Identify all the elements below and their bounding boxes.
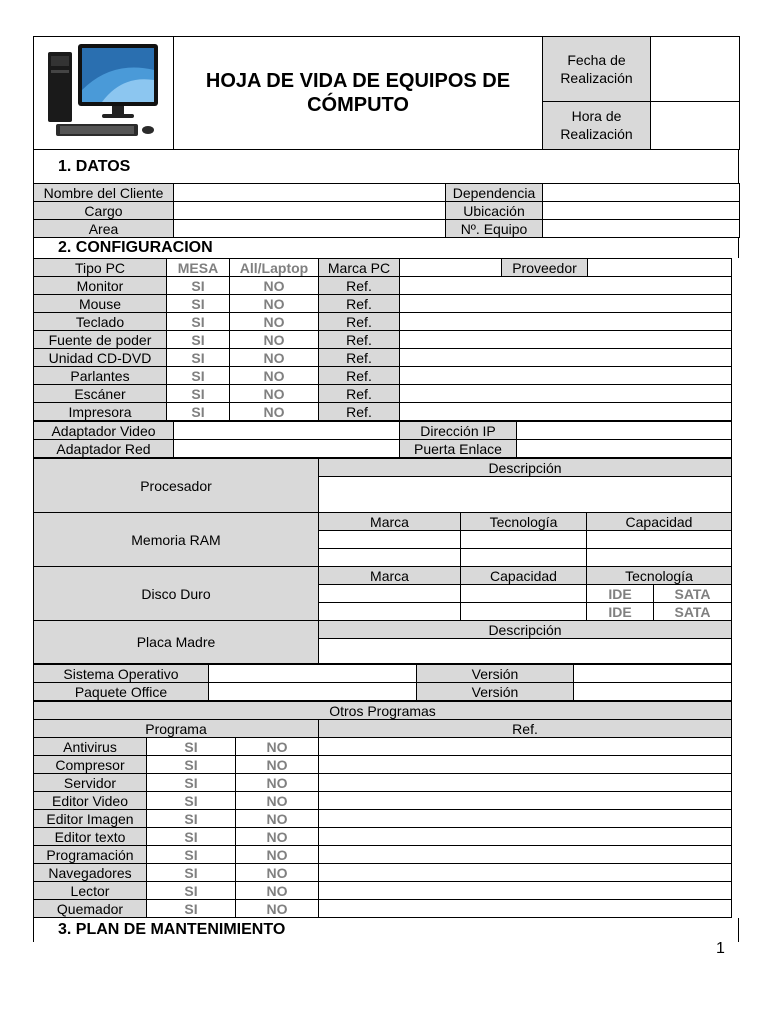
device-label: Teclado xyxy=(34,313,167,331)
device-ref-field[interactable] xyxy=(400,277,732,295)
option-no[interactable]: NO xyxy=(230,385,319,403)
option-si[interactable]: SI xyxy=(167,385,230,403)
program-label: Quemador xyxy=(34,900,147,918)
ram-tecnologia-header: Tecnología xyxy=(461,513,587,531)
device-row xyxy=(34,349,732,367)
device-ref-field[interactable] xyxy=(400,349,732,367)
option-si[interactable]: SI xyxy=(167,295,230,313)
so-version-label: Versión xyxy=(417,665,574,683)
option-si[interactable]: SI xyxy=(147,756,236,774)
option-si[interactable]: SI xyxy=(167,313,230,331)
datos-label-cargo: Cargo xyxy=(34,202,174,220)
ram-marca-field[interactable] xyxy=(319,531,461,549)
otros-programas-header: Otros Programas xyxy=(34,702,732,720)
program-row xyxy=(34,828,732,846)
program-label: Navegadores xyxy=(34,864,147,882)
program-ref-field[interactable] xyxy=(319,828,732,846)
datos-label-equipo: Nº. Equipo xyxy=(446,220,543,238)
program-ref-field[interactable] xyxy=(319,756,732,774)
fecha-label xyxy=(543,37,651,102)
title-line-2: CÓMPUTO xyxy=(307,94,409,116)
device-ref-field[interactable] xyxy=(400,331,732,349)
placa-descripcion-field[interactable] xyxy=(319,639,732,664)
option-si[interactable]: SI xyxy=(147,738,236,756)
program-row xyxy=(34,864,732,882)
hora-label-line-2: Realización xyxy=(560,126,633,143)
device-label: Fuente de poder xyxy=(34,331,167,349)
page-title xyxy=(174,37,543,150)
marca-pc-label: Marca PC xyxy=(319,259,400,277)
cargo-field[interactable] xyxy=(174,202,446,220)
option-no[interactable]: NO xyxy=(236,846,319,864)
device-ref-field[interactable] xyxy=(400,313,732,331)
option-si[interactable]: SI xyxy=(147,828,236,846)
option-sata[interactable]: SATA xyxy=(654,603,732,621)
ref-label: Ref. xyxy=(319,385,400,403)
equipment-record-sheet xyxy=(33,36,739,942)
program-label: Compresor xyxy=(34,756,147,774)
page-number: 1 xyxy=(716,940,725,957)
program-label: Editor Video xyxy=(34,792,147,810)
ref-header: Ref. xyxy=(319,720,732,738)
procesador-label: Procesador xyxy=(34,459,319,513)
proveedor-label: Proveedor xyxy=(502,259,588,277)
procesador-descripcion-header: Descripción xyxy=(319,459,732,477)
paquete-office-field[interactable] xyxy=(209,683,417,701)
program-ref-field[interactable] xyxy=(319,900,732,918)
sistema-operativo-label: Sistema Operativo xyxy=(34,665,209,683)
disco-duro-label: Disco Duro xyxy=(34,567,319,621)
programa-header: Programa xyxy=(34,720,319,738)
program-ref-field[interactable] xyxy=(319,882,732,900)
ram-marca-header: Marca xyxy=(319,513,461,531)
datos-label-ubicacion: Ubicación xyxy=(446,202,543,220)
section-datos-title: 1. DATOS xyxy=(33,150,739,183)
option-si[interactable]: SI xyxy=(147,846,236,864)
direccion-ip-field[interactable] xyxy=(517,422,732,440)
option-si[interactable]: SI xyxy=(167,277,230,295)
placa-descripcion-header: Descripción xyxy=(319,621,732,639)
device-label: Escáner xyxy=(34,385,167,403)
ref-label: Ref. xyxy=(319,313,400,331)
office-version-field[interactable] xyxy=(574,683,732,701)
memoria-ram-label: Memoria RAM xyxy=(34,513,319,567)
program-label: Lector xyxy=(34,882,147,900)
option-no[interactable]: NO xyxy=(236,828,319,846)
placa-madre-label: Placa Madre xyxy=(34,621,319,664)
program-rows xyxy=(34,738,732,918)
datos-label-cliente: Nombre del Cliente xyxy=(34,184,174,202)
program-row xyxy=(34,810,732,828)
direccion-ip-label: Dirección IP xyxy=(400,422,517,440)
office-version-label: Versión xyxy=(417,683,574,701)
program-label: Antivirus xyxy=(34,738,147,756)
hardware-table xyxy=(33,458,732,664)
header-table xyxy=(33,36,740,150)
device-row xyxy=(34,403,732,421)
disco-marca-field[interactable] xyxy=(319,603,461,621)
program-ref-field[interactable] xyxy=(319,774,732,792)
dependencia-field[interactable] xyxy=(543,184,740,202)
option-ide[interactable]: IDE xyxy=(587,585,654,603)
ref-label: Ref. xyxy=(319,331,400,349)
fecha-field[interactable] xyxy=(651,37,740,102)
device-row xyxy=(34,277,732,295)
program-ref-field[interactable] xyxy=(319,846,732,864)
program-row xyxy=(34,774,732,792)
option-no[interactable]: NO xyxy=(230,367,319,385)
device-ref-field[interactable] xyxy=(400,295,732,313)
disco-capacidad-header: Capacidad xyxy=(461,567,587,585)
device-label: Parlantes xyxy=(34,367,167,385)
network-table xyxy=(33,421,732,458)
adaptador-red-field[interactable] xyxy=(174,440,400,458)
ram-tecnologia-field[interactable] xyxy=(461,531,587,549)
fecha-label-line-1: Fecha de xyxy=(567,51,626,68)
option-si[interactable]: SI xyxy=(147,882,236,900)
program-label: Editor Imagen xyxy=(34,810,147,828)
disco-marca-field[interactable] xyxy=(319,585,461,603)
hora-field[interactable] xyxy=(651,101,740,149)
paquete-office-label: Paquete Office xyxy=(34,683,209,701)
option-no[interactable]: NO xyxy=(236,864,319,882)
ref-label: Ref. xyxy=(319,403,400,421)
program-label: Programación xyxy=(34,846,147,864)
program-label: Servidor xyxy=(34,774,147,792)
disco-capacidad-field[interactable] xyxy=(461,585,587,603)
option-si[interactable]: SI xyxy=(147,864,236,882)
device-row xyxy=(34,295,732,313)
option-no[interactable]: NO xyxy=(230,403,319,421)
software-table xyxy=(33,664,732,701)
device-row xyxy=(34,385,732,403)
so-version-field[interactable] xyxy=(574,665,732,683)
cliente-field[interactable] xyxy=(174,184,446,202)
option-no[interactable]: NO xyxy=(236,810,319,828)
program-row xyxy=(34,792,732,810)
section-mantenimiento-title: 3. PLAN DE MANTENIMIENTO xyxy=(33,918,739,942)
title-line-1: HOJA DE VIDA DE EQUIPOS DE xyxy=(205,70,511,92)
ram-capacidad-field[interactable] xyxy=(587,531,732,549)
programs-table xyxy=(33,701,732,918)
disco-tecnologia-header: Tecnología xyxy=(587,567,732,585)
section-configuracion-title: 2. CONFIGURACION xyxy=(33,238,739,258)
program-row xyxy=(34,882,732,900)
tipo-pc-label: Tipo PC xyxy=(34,259,167,277)
datos-table xyxy=(33,183,740,238)
option-sata[interactable]: SATA xyxy=(654,585,732,603)
device-label: Mouse xyxy=(34,295,167,313)
desktop-computer-icon xyxy=(42,40,166,144)
datos-label-area: Area xyxy=(34,220,174,238)
hora-label-line-1: Hora de xyxy=(571,108,622,125)
option-no[interactable]: NO xyxy=(236,900,319,918)
option-si[interactable]: SI xyxy=(167,403,230,421)
option-no[interactable]: NO xyxy=(230,331,319,349)
puerta-enlace-field[interactable] xyxy=(517,440,732,458)
option-mesa[interactable]: MESA xyxy=(167,259,230,277)
option-all-laptop[interactable]: All/Laptop xyxy=(230,259,319,277)
hora-label xyxy=(543,101,651,149)
option-si[interactable]: SI xyxy=(147,774,236,792)
option-no[interactable]: NO xyxy=(230,277,319,295)
device-ref-field[interactable] xyxy=(400,385,732,403)
disco-marca-header: Marca xyxy=(319,567,461,585)
ref-label: Ref. xyxy=(319,349,400,367)
device-row xyxy=(34,367,732,385)
ref-label: Ref. xyxy=(319,367,400,385)
procesador-descripcion-field[interactable] xyxy=(319,477,732,513)
ref-label: Ref. xyxy=(319,295,400,313)
option-si[interactable]: SI xyxy=(167,367,230,385)
puerta-enlace-label: Puerta Enlace xyxy=(400,440,517,458)
option-no[interactable]: NO xyxy=(236,738,319,756)
device-ref-field[interactable] xyxy=(400,367,732,385)
device-row xyxy=(34,331,732,349)
adaptador-video-field[interactable] xyxy=(174,422,400,440)
option-si[interactable]: SI xyxy=(147,792,236,810)
disco-capacidad-field[interactable] xyxy=(461,603,587,621)
option-si[interactable]: SI xyxy=(147,810,236,828)
option-no[interactable]: NO xyxy=(230,349,319,367)
program-label: Editor texto xyxy=(34,828,147,846)
option-si[interactable]: SI xyxy=(167,349,230,367)
device-rows xyxy=(34,277,732,421)
program-ref-field[interactable] xyxy=(319,792,732,810)
option-no[interactable]: NO xyxy=(230,313,319,331)
program-ref-field[interactable] xyxy=(319,738,732,756)
adaptador-video-label: Adaptador Video xyxy=(34,422,174,440)
option-no[interactable]: NO xyxy=(236,774,319,792)
device-label: Unidad CD-DVD xyxy=(34,349,167,367)
devices-table xyxy=(33,258,732,421)
option-ide[interactable]: IDE xyxy=(587,603,654,621)
device-ref-field[interactable] xyxy=(400,403,732,421)
ref-label: Ref. xyxy=(319,277,400,295)
ram-marca-field[interactable] xyxy=(319,549,461,567)
program-ref-field[interactable] xyxy=(319,864,732,882)
option-si[interactable]: SI xyxy=(147,900,236,918)
datos-label-dependencia: Dependencia xyxy=(446,184,543,202)
equipo-field[interactable] xyxy=(543,220,740,238)
option-no[interactable]: NO xyxy=(236,882,319,900)
sistema-operativo-field[interactable] xyxy=(209,665,417,683)
program-row xyxy=(34,846,732,864)
device-label: Impresora xyxy=(34,403,167,421)
area-field[interactable] xyxy=(174,220,446,238)
ram-tecnologia-field[interactable] xyxy=(461,549,587,567)
option-no[interactable]: NO xyxy=(230,295,319,313)
program-row xyxy=(34,738,732,756)
program-row xyxy=(34,756,732,774)
device-label: Monitor xyxy=(34,277,167,295)
program-ref-field[interactable] xyxy=(319,810,732,828)
adaptador-red-label: Adaptador Red xyxy=(34,440,174,458)
option-no[interactable]: NO xyxy=(236,792,319,810)
option-si[interactable]: SI xyxy=(167,331,230,349)
proveedor-field[interactable] xyxy=(588,259,732,277)
ram-capacidad-field[interactable] xyxy=(587,549,732,567)
ram-capacidad-header: Capacidad xyxy=(587,513,732,531)
option-no[interactable]: NO xyxy=(236,756,319,774)
program-row xyxy=(34,900,732,918)
ubicacion-field[interactable] xyxy=(543,202,740,220)
marca-pc-field[interactable] xyxy=(400,259,502,277)
computer-image-cell xyxy=(34,37,174,150)
device-row xyxy=(34,313,732,331)
fecha-label-line-2: Realización xyxy=(560,69,633,86)
